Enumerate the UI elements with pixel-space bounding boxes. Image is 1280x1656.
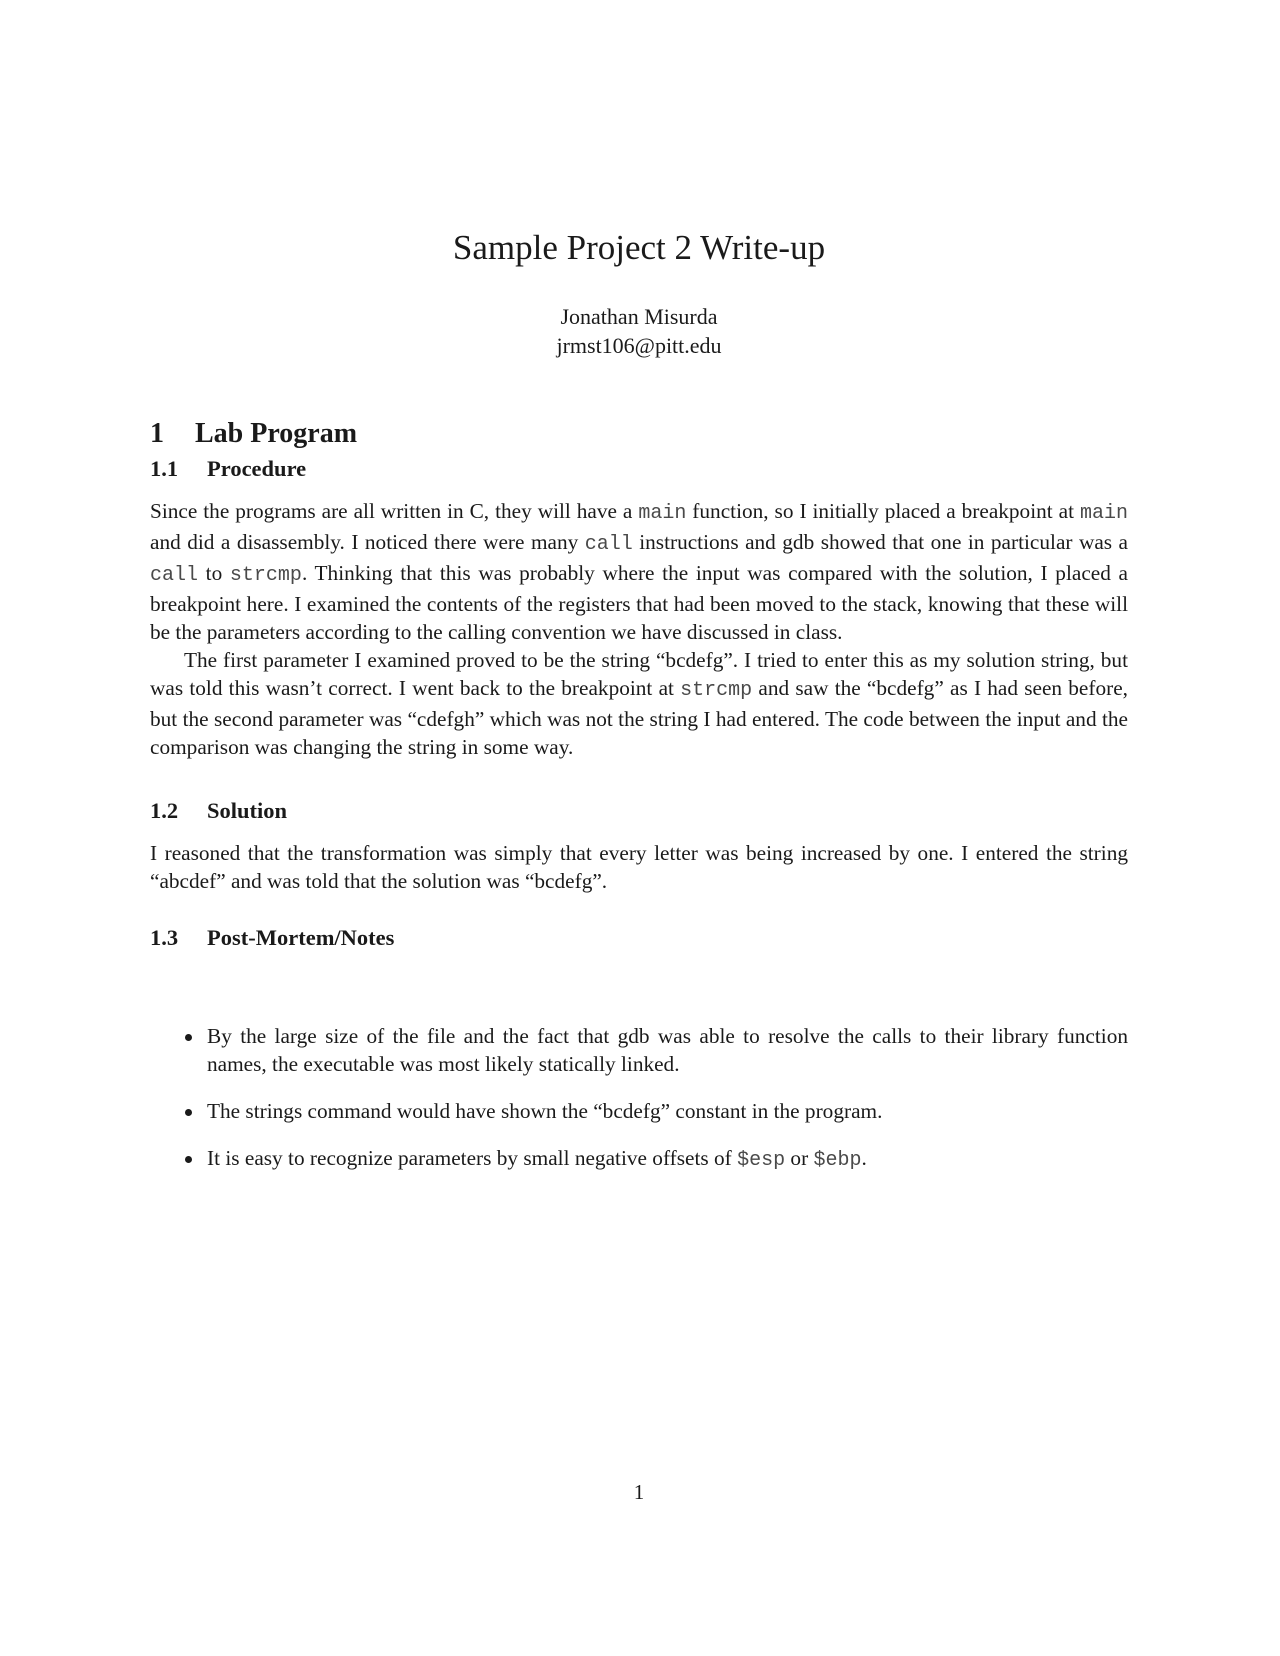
code-call: call bbox=[584, 533, 633, 556]
author-email: jrmst106@pitt.edu bbox=[556, 333, 722, 358]
text-run: instructions and gdb showed that one in particular was a bbox=[632, 530, 1128, 554]
subsection-heading-procedure bbox=[150, 455, 306, 483]
text-run: . Thinking that this was probably where the input was compared with the solution, I placed a breakpoint here. I examined the contents of the registers that had been moved to the stack, knowing that these will be the parameters according to the calling convention we have discussed in class. bbox=[150, 561, 1128, 644]
subsection-heading-solution bbox=[150, 797, 287, 825]
code-strcmp: strcmp bbox=[680, 679, 753, 702]
list-item-text: The strings command would have shown the “bcdefg” constant in the program. bbox=[207, 1099, 883, 1123]
text-run: and saw the “bcdefg” as I had seen before, but the second parameter was “cdefgh” which was not the string I had entered. The code between the input and the comparison was changing the string in some way. bbox=[150, 676, 1128, 759]
procedure-paragraph-2 bbox=[150, 646, 1128, 761]
solution-body bbox=[150, 839, 1128, 895]
bullet-icon bbox=[185, 1109, 192, 1116]
list-item-text: By the large size of the file and the fact that gdb was able to resolve the calls to their library function names, the executable was most likely statically linked. bbox=[207, 1024, 1128, 1076]
page-number: 1 bbox=[633, 1480, 645, 1504]
subsection-title: Post-Mortem/Notes bbox=[207, 925, 395, 950]
author-block bbox=[150, 302, 1128, 360]
subsection-title: Procedure bbox=[207, 456, 307, 481]
text-run: It is easy to recognize parameters by small negative offsets of bbox=[207, 1146, 738, 1170]
text-run: . bbox=[861, 1146, 867, 1170]
subsection-number: 1.3 bbox=[150, 925, 179, 950]
text-run: function, so I initially placed a breakpoint at bbox=[686, 499, 1080, 523]
subsection-title: Solution bbox=[207, 798, 288, 823]
section-number: 1 bbox=[150, 418, 164, 449]
code-call: call bbox=[150, 564, 199, 587]
text-run: and did a disassembly. I noticed there were many bbox=[150, 530, 585, 554]
list-item bbox=[150, 1022, 1128, 1078]
code-ebp: $ebp bbox=[813, 1149, 862, 1172]
text-run: or bbox=[785, 1146, 814, 1170]
subsection-number: 1.2 bbox=[150, 798, 179, 823]
bullet-icon bbox=[185, 1034, 192, 1041]
bullet-icon bbox=[185, 1156, 192, 1163]
text-run: The first parameter I examined proved to be the string “bcdefg”. I tried to enter this as my solution string, but was told this wasn’t correct. I went back to the breakpoint at bbox=[150, 648, 1128, 700]
section-heading-lab-program bbox=[150, 417, 357, 451]
document-title: Sample Project 2 Write-up bbox=[452, 228, 826, 267]
code-main: main bbox=[638, 502, 687, 525]
code-strcmp: strcmp bbox=[229, 564, 302, 587]
section-title: Lab Program bbox=[195, 418, 358, 449]
code-esp: $esp bbox=[737, 1149, 786, 1172]
document-page bbox=[150, 0, 1128, 1656]
procedure-body bbox=[150, 497, 1128, 761]
subsection-heading-post-mortem bbox=[150, 924, 394, 952]
notes-list bbox=[150, 1022, 1128, 1194]
list-item bbox=[150, 1144, 1128, 1175]
solution-paragraph: I reasoned that the transformation was simply that every letter was being increased by one. I entered the string “abcdef” and was told that the solution was “bcdefg”. bbox=[150, 841, 1128, 893]
procedure-paragraph-1 bbox=[150, 497, 1128, 646]
subsection-number: 1.1 bbox=[150, 456, 179, 481]
text-run: Since the programs are all written in C, they will have a bbox=[150, 499, 639, 523]
code-main: main bbox=[1079, 502, 1128, 525]
author-name: Jonathan Misurda bbox=[560, 304, 718, 329]
text-run: to bbox=[198, 561, 230, 585]
list-item bbox=[150, 1097, 1128, 1125]
